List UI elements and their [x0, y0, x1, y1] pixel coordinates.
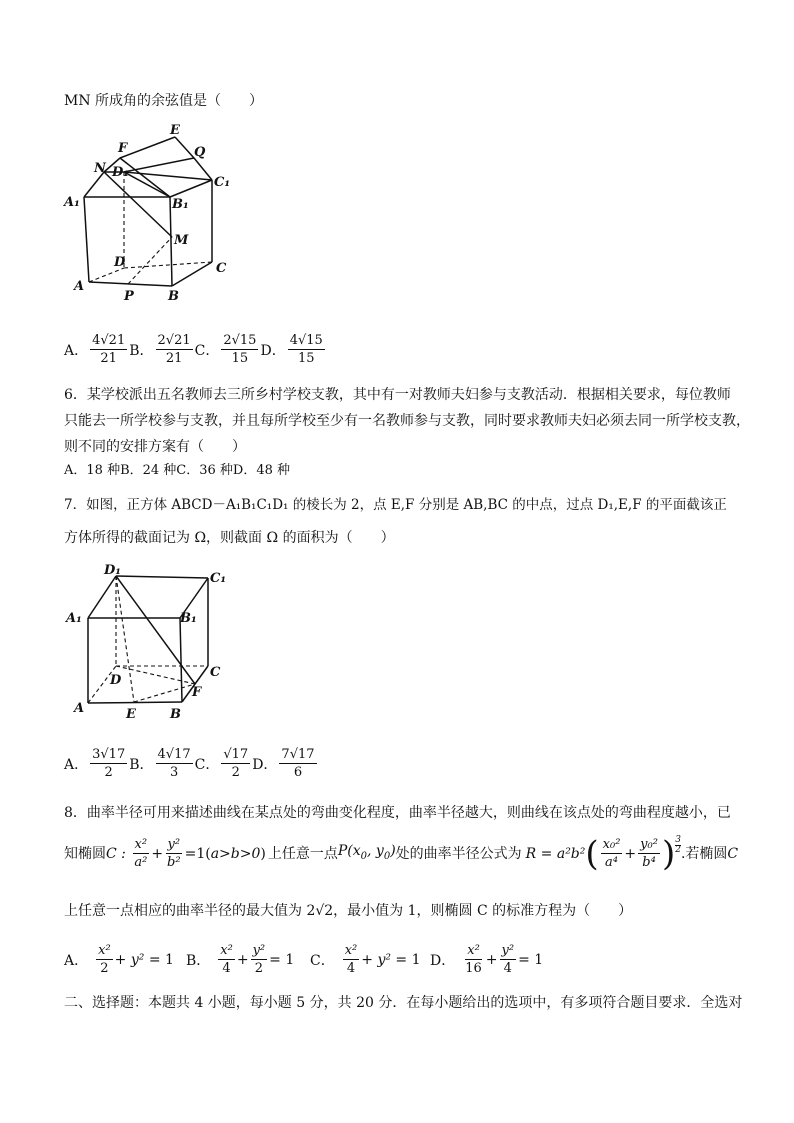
q5-options [64, 332, 327, 367]
q8-line-1: 8．曲率半径可用来描述曲线在某点处的弯曲变化程度，曲率半径越大，则曲线在该点处的弯曲程度越小，已 [64, 805, 731, 821]
q8-line-2 [64, 833, 739, 874]
fig1-label-Q: Q [194, 145, 206, 160]
fig2-label-A: A [74, 701, 85, 716]
q5-option-c[interactable]: C． $\frac{2√15}{15}$ [194, 333, 257, 366]
q5-option-d[interactable]: D． $\frac{4√15}{15}$ [260, 333, 323, 366]
q8-option-a[interactable]: A． $\frac{\text{x²}}{2}$ + y² = 1 [64, 943, 174, 976]
q5-figure [62, 122, 242, 312]
q8-option-d[interactable]: D． $\frac{\text{x²}}{16}$ + $\frac{\text{y²}}{4}$ = 1 [430, 943, 544, 976]
fig1-label-C: C [216, 261, 227, 276]
fig1-label-D1: D₁ [112, 165, 129, 180]
q8-line2-a: 知椭圆 [64, 845, 106, 862]
fig2-label-E: E [126, 707, 136, 722]
q5-option-b[interactable]: B． $\frac{2√21}{21}$ [129, 333, 191, 366]
fig1-label-C1: C₁ [214, 175, 231, 190]
q8-line2-d: .若椭圆 [680, 845, 728, 862]
q5-option-a[interactable]: A． $\frac{4√21}{21}$ [64, 333, 126, 366]
q8-point: $P(x_0$, $y_0$) [337, 842, 396, 862]
fig2-label-B1: B₁ [180, 611, 197, 626]
q7-line-2: 方体所得的截面记为 Ω，则截面 Ω 的面积为（ ） [64, 530, 395, 546]
q6-options[interactable]: A．18 种B．24 种C．36 种D．48 种 [64, 463, 291, 478]
fig2-label-D1: D₁ [104, 563, 121, 578]
section2-heading: 二、选择题：本题共 4 小题，每小题 5 分，共 20 分．在每小题给出的选项中，有多项符合题目要求．全选对 [64, 995, 743, 1011]
q7-option-d[interactable]: D． $\frac{7√17}{6}$ [252, 747, 315, 780]
q8-radius-formula: R = a²b² ( $\frac{\text{x₀²}}{\text{a⁴}}$ + $\frac{\text{y₀²}}{\text{b⁴}}$ ) 3 2 [525, 833, 681, 874]
fig1-label-E: E [170, 123, 180, 138]
q8-c-letter: C [727, 845, 739, 862]
q6-line-3: 则不同的安排方案有（ ） [64, 439, 246, 455]
fig1-label-P: P [124, 289, 134, 304]
fig1-label-F: F [118, 141, 128, 156]
q7-figure [62, 560, 242, 730]
fig2-label-C1: C₁ [210, 571, 227, 586]
q8-line2-c: 处的曲率半径公式为 [395, 845, 522, 862]
q7-line-1: 7．如图，正方体 ABCD－A₁B₁C₁D₁ 的棱长为 2，点 E,F 分别是 AB,BC 的中点，过点 D₁,E,F 的平面截该正 [64, 497, 727, 513]
fig1-label-A1: A₁ [64, 195, 80, 210]
q6-line-2: 只能去一所学校参与支教，并且每所学校至少有一名教师参与支教，同时要求教师夫妇必须去同一所学校支教， [64, 413, 750, 429]
q8-line-3: 上任意一点相应的曲率半径的最大值为 2√2，最小值为 1，则椭圆 C 的标准方程为（ ） [64, 903, 633, 919]
fig1-label-A: A [74, 279, 85, 294]
fig1-label-B1: B₁ [172, 197, 189, 212]
q8-ellipse-eq: C : $\frac{\text{x²}}{\text{a²}}$ + $\frac{\text{y²}}{\text{b²}}$ =1( a>b>0 ) [106, 837, 266, 870]
fig2-label-B: B [170, 707, 181, 722]
fig1-label-M: M [174, 233, 189, 248]
q6-line-1: 6．某学校派出五名教师去三所乡村学校支教，其中有一对教师夫妇参与支教活动．根据相关要求，每位教师 [64, 387, 731, 403]
fig1-label-D: D [114, 255, 126, 270]
q7-option-b[interactable]: B． $\frac{4√17}{3}$ [129, 747, 191, 780]
q8-option-b[interactable]: B． $\frac{\text{x²}}{4}$ + $\frac{\text{y²}}{2}$ = 1 [186, 943, 295, 976]
q7-options [64, 746, 319, 781]
fig2-label-D: D [110, 673, 122, 688]
fig1-label-N: N [94, 161, 106, 176]
q5-stem-tail: MN 所成角的余弦值是（ ） [64, 93, 264, 109]
q8-option-c[interactable]: C． $\frac{\text{x²}}{4}$ + y² = 1 [310, 943, 421, 976]
q8-line2-b: 上任意一点 [267, 845, 338, 862]
fig1-label-B: B [168, 289, 179, 304]
q7-option-a[interactable]: A． $\frac{3√17}{2}$ [64, 747, 126, 780]
fig2-label-F: F [192, 685, 202, 700]
q7-option-c[interactable]: C． $\frac{√17}{2}$ [194, 747, 249, 780]
fig2-label-C: C [210, 665, 221, 680]
fig2-label-A1: A₁ [66, 611, 82, 626]
